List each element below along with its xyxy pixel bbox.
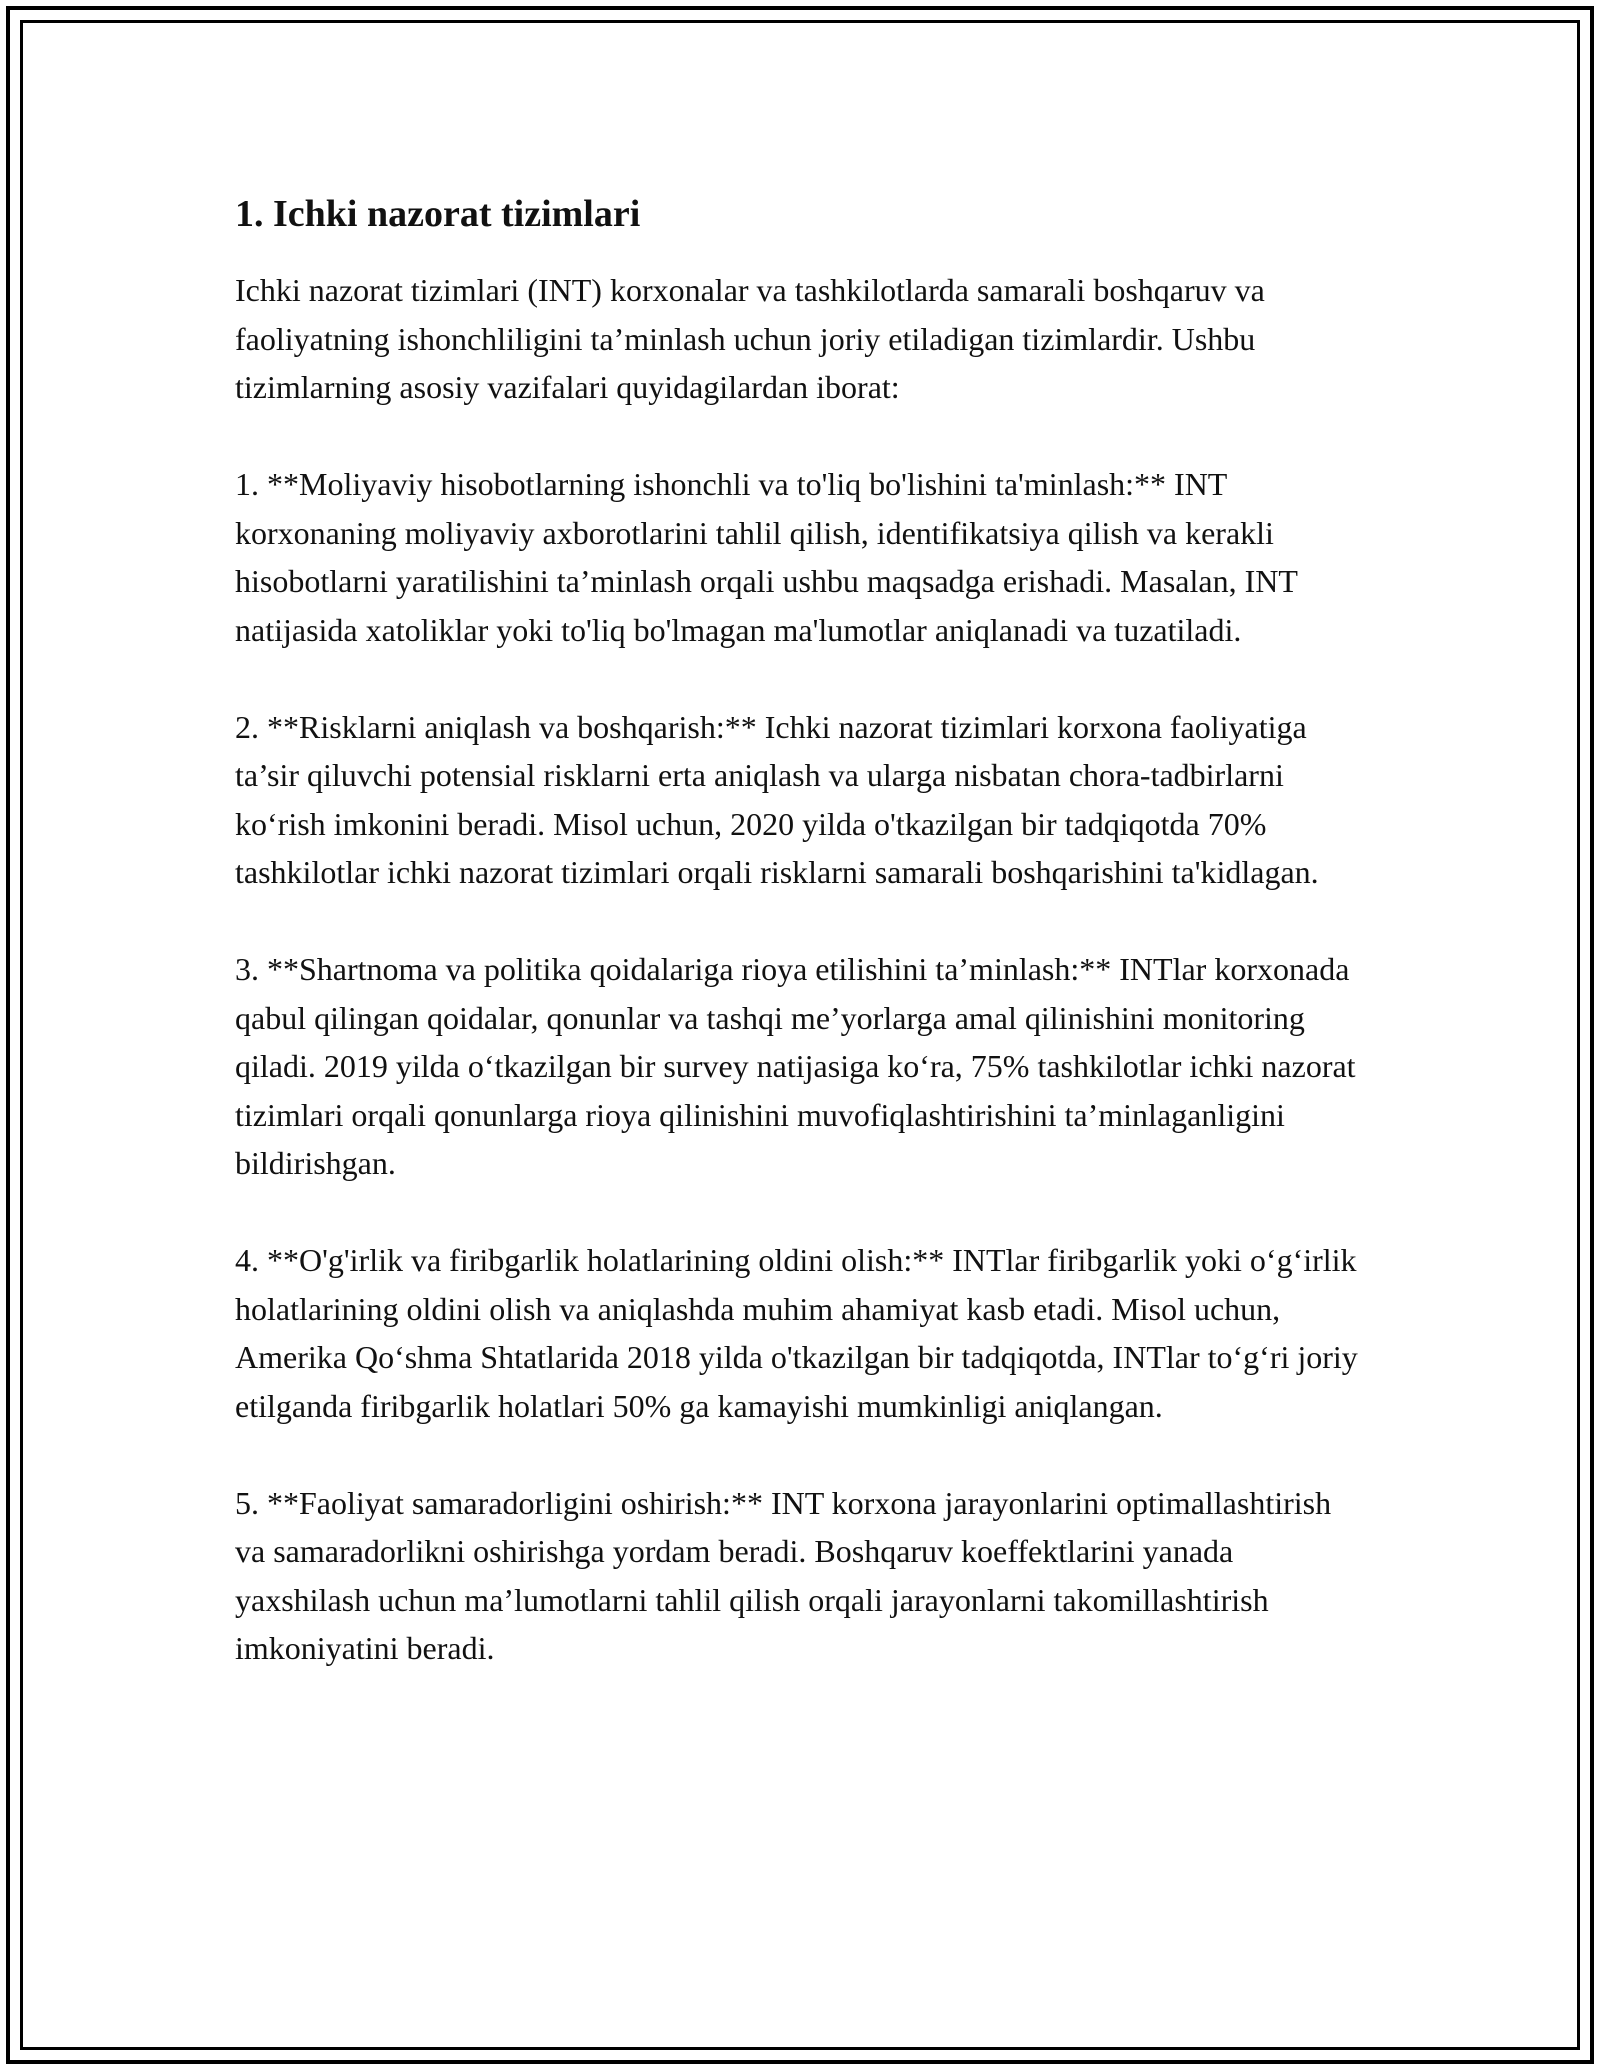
intro-paragraph: Ichki nazorat tizimlari (INT) korxonalar va tashkilotlarda samarali boshqaruv va faoliyatning ishonchliligini ta’minlash uchun joriy etiladigan tizimlardir. Ushbu tizimlarning asosiy vazifalari quyidagilardan iborat: xyxy=(235,272,1265,405)
list-item-5: 5. **Faoliyat samaradorligini oshirish:** INT korxona jarayonlarini optimallashtirish va samaradorlikni oshirishga yordam beradi. Boshqaruv koeffektlarini yanada yaxshilash uchun ma’lumotlarni tahlil qilish orqali jarayonlarni takomillashtirish imkoniyatini beradi. xyxy=(235,1484,1332,1666)
list-item-2: 2. **Risklarni aniqlash va boshqarish:** Ichki nazorat tizimlari korxona faoliyatiga ta’sir qiluvchi potensial risklarni erta aniqlash va ularga nisbatan chora-tadbirlarni ko‘rish imkonini beradi. Misol uchun, 2020 yilda o'tkazilgan bir tadqiqotda 70% tashkilotlar ichki nazorat tizimlari orqali risklarni samarali boshqarishini ta'kidlagan. xyxy=(235,708,1319,890)
document-body xyxy=(235,186,1365,1721)
list-item-1: 1. **Moliyaviy hisobotlarning ishonchli va to'liq bo'lishini ta'minlash:** INT korxonaning moliyaviy axborotlarini tahlil qilish, identifikatsiya qilish va kerakli hisobotlarni yaratilishini ta’minlash orqali ushbu maqsadga erishadi. Masalan, INT natijasida xatoliklar yoki to'liq bo'lmagan ma'lumotlar aniqlanadi va tuzatiladi. xyxy=(235,466,1298,648)
list-item-3: 3. **Shartnoma va politika qoidalariga rioya etilishini ta’minlash:** INTlar korxonada qabul qilingan qoidalar, qonunlar va tashqi me’yorlarga amal qilinishini monitoring qiladi. 2019 yilda o‘tkazilgan bir survey natijasiga ko‘ra, 75% tashkilotlar ichki nazorat tizimlari orqali qonunlarga rioya qilinishini muvofiqlashtirishini ta’minlaganligini bildirishgan. xyxy=(235,951,1356,1181)
section-title: 1. Ichki nazorat tizimlari xyxy=(235,193,641,235)
list-item-4: 4. **O'g'irlik va firibgarlik holatlarining oldini olish:** INTlar firibgarlik yoki o‘g‘irlik holatlarining oldini olish va aniqlashda muhim ahamiyat kasb etadi. Misol uchun, Amerika Qo‘shma Shtatlarida 2018 yilda o'tkazilgan bir tadqiqotda, INTlar to‘g‘ri joriy etilganda firibgarlik holatlari 50% ga kamayishi mumkinligi aniqlangan. xyxy=(235,1242,1358,1424)
